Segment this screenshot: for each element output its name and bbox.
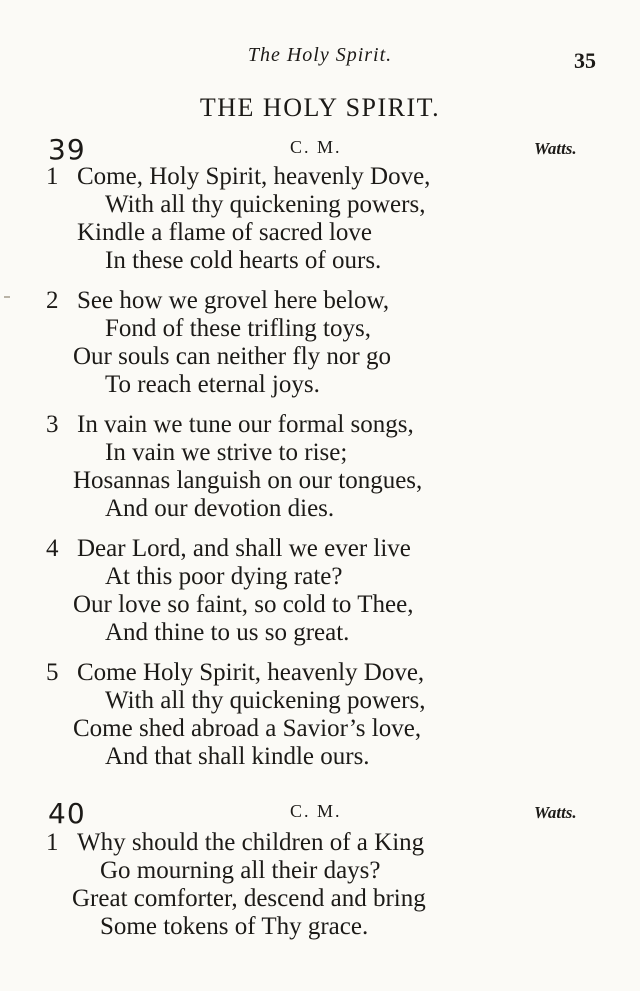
hymn-line: At this poor dying rate? — [105, 563, 343, 590]
hymn-line: And our devotion dies. — [105, 495, 335, 522]
verse-number: 1 — [46, 163, 59, 190]
verse-number: 3 — [46, 411, 59, 438]
hymn-line: To reach eternal joys. — [105, 371, 320, 398]
hymn-line: Come shed abroad a Savior’s love, — [73, 715, 422, 742]
hymn-line: And thine to us so great. — [105, 619, 350, 646]
hymn-number: 40 — [48, 797, 86, 830]
verse-number: 1 — [46, 829, 59, 856]
hymn-line: See how we grovel here below, — [77, 287, 390, 314]
running-head: The Holy Spirit. — [247, 44, 393, 66]
hymn-line: With all thy quickening powers, — [105, 687, 426, 714]
hymn-line: Our love so faint, so cold to Thee, — [73, 591, 414, 618]
hymn-line: Dear Lord, and shall we ever live — [77, 535, 411, 562]
hymn-header — [0, 797, 640, 830]
hymn-meter: C. M. — [290, 801, 342, 821]
hymn-line: With all thy quickening powers, — [105, 191, 426, 218]
hymn-meter: C. M. — [290, 137, 342, 157]
hymn-author: Watts. — [534, 803, 577, 822]
hymn-line: In vain we strive to rise; — [105, 439, 348, 466]
hymn-line: Hosannas languish on our tongues, — [73, 467, 423, 494]
hymn-line: Come Holy Spirit, heavenly Dove, — [77, 659, 425, 686]
hymn-line: Fond of these trifling toys, — [105, 315, 371, 342]
margin-mark — [4, 296, 10, 298]
section-title: THE HOLY SPIRIT. — [199, 93, 441, 122]
hymn-line: And that shall kindle ours. — [105, 743, 370, 770]
hymn-header — [0, 133, 640, 166]
page-number: 35 — [574, 48, 596, 73]
hymn-line: In vain we tune our formal songs, — [77, 411, 414, 438]
hymn-line: In these cold hearts of ours. — [105, 247, 382, 274]
hymn-line: Some tokens of Thy grace. — [100, 913, 369, 940]
hymn-author: Watts. — [534, 139, 577, 158]
hymn-line: Our souls can neither fly nor go — [73, 343, 391, 370]
hymn-line: Come, Holy Spirit, heavenly Dove, — [77, 163, 431, 190]
hymn-line: Kindle a flame of sacred love — [77, 219, 373, 246]
verse-number: 4 — [46, 535, 59, 562]
hymn-number: 39 — [48, 133, 86, 166]
hymn-line: Why should the children of a King — [77, 829, 425, 856]
verse-number: 5 — [46, 659, 59, 686]
hymn-line: Great comforter, descend and bring — [72, 885, 426, 912]
verse-number: 2 — [46, 287, 59, 314]
hymn-line: Go mourning all their days? — [100, 857, 381, 884]
